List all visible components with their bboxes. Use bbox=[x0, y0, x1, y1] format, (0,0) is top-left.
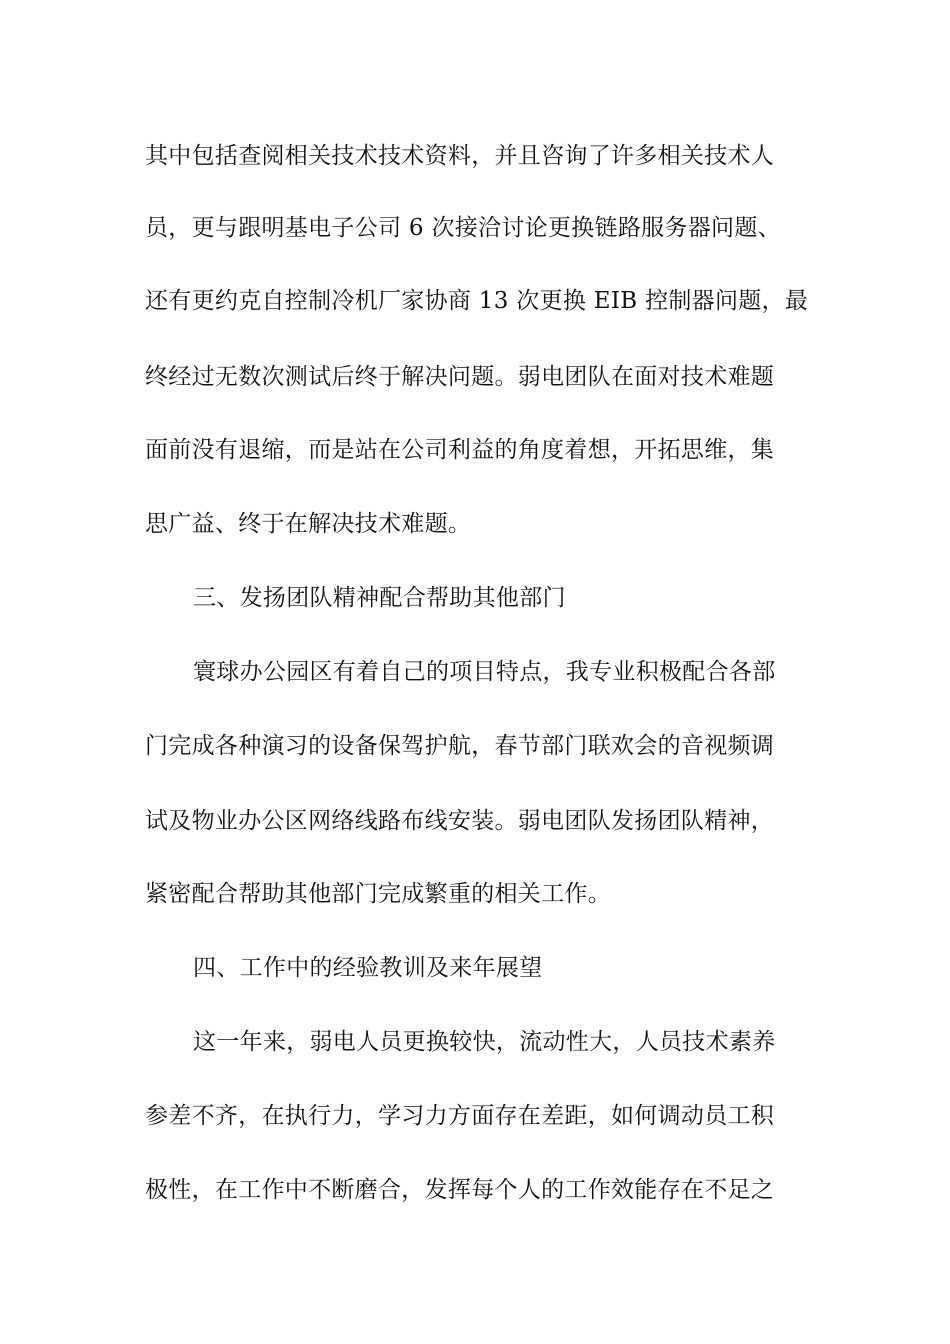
paragraph-line: 其中包括查阅相关技术技术资料，并且咨询了许多相关技术人 bbox=[145, 143, 775, 169]
paragraph-line: 还有更约克自控制冷机厂家协商 13 次更换 EIB 控制器问题，最 bbox=[145, 288, 809, 314]
paragraph-line: 紧密配合帮助其他部门完成繁重的相关工作。 bbox=[145, 881, 611, 907]
paragraph-line: 寰球办公园区有着自己的项目特点，我专业积极配合各部 bbox=[193, 659, 776, 685]
paragraph-line: 员，更与跟明基电子公司 6 次接洽讨论更换链路服务器问题、 bbox=[145, 215, 781, 241]
section-heading: 四、工作中的经验教训及来年展望 bbox=[193, 955, 543, 981]
paragraph-line: 极性，在工作中不断磨合，发挥每个人的工作效能存在不足之 bbox=[145, 1177, 775, 1203]
paragraph-line: 思广益、终于在解决技术难题。 bbox=[145, 511, 472, 537]
paragraph-line: 面前没有退缩，而是站在公司利益的角度着想，开拓思维，集 bbox=[145, 437, 775, 463]
paragraph-line: 试及物业办公区网络线路布线安装。弱电团队发扬团队精神， bbox=[145, 808, 775, 834]
section-heading: 三、发扬团队精神配合帮助其他部门 bbox=[193, 585, 566, 611]
paragraph-line: 门完成各种演习的设备保驾护航，春节部门联欢会的音视频调 bbox=[145, 733, 775, 759]
paragraph-line: 这一年来，弱电人员更换较快，流动性大，人员技术素养 bbox=[193, 1029, 776, 1055]
paragraph-line: 参差不齐，在执行力，学习力方面存在差距，如何调动员工积 bbox=[145, 1103, 775, 1129]
paragraph-line: 终经过无数次测试后终于解决问题。弱电团队在面对技术难题 bbox=[145, 364, 775, 390]
